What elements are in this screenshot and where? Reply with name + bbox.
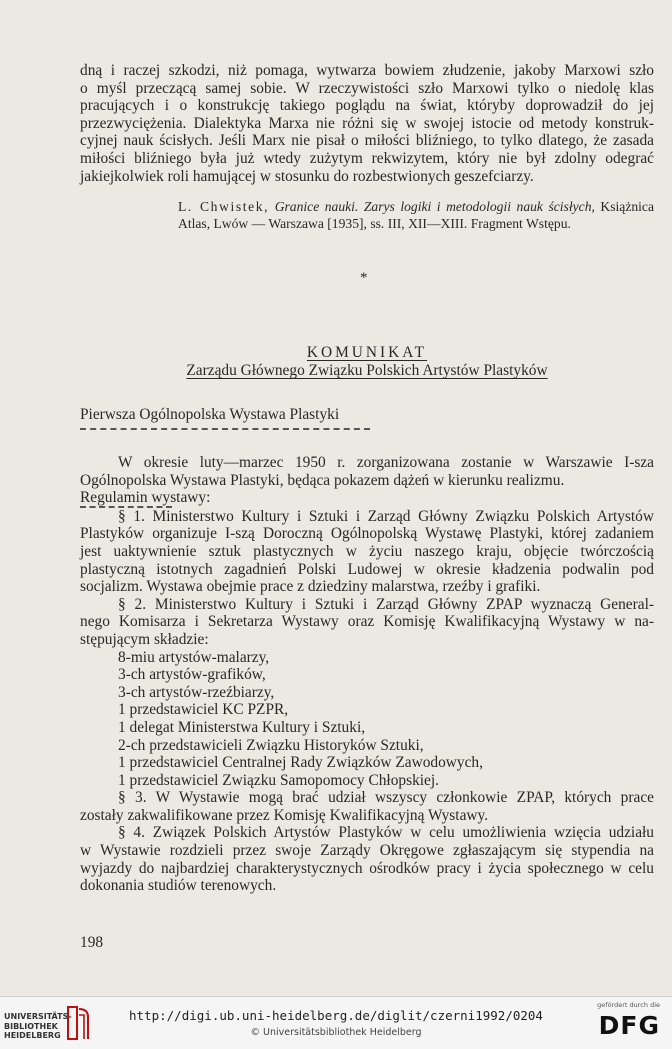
citation-author: L. Chwistek, bbox=[178, 199, 270, 214]
text-line: § 1. Ministerstwo Kultury i Sztuki i Zarząd Główny Związku Polskich Artystów bbox=[118, 507, 654, 525]
announcement-subheading bbox=[80, 362, 654, 380]
text-line: W okresie luty—marzec 1950 r. zorganizowana zostanie w Warszawie I-sza bbox=[118, 454, 654, 471]
announcement-heading bbox=[80, 344, 654, 362]
dashed-underline bbox=[80, 428, 370, 430]
text-line: dną i raczej szkodzi, niż pomaga, wytwarza bowiem złudzenie, jakoby Marxowi szło bbox=[80, 62, 654, 79]
text-line: pracujących i o konstrukcję takiego poglądu na świat, któryby doprowadził do jej bbox=[80, 97, 654, 115]
text-line: Plastyków organizuje I-szą Doroczną Ogólnopolską Wystawę Plastyki, której zadaniem bbox=[80, 525, 654, 543]
text-line: § 3. W Wystawie mogą brać udział wszyscy członkowie ZPAP, których prace bbox=[118, 789, 654, 807]
heading-text: KOMUNIKAT bbox=[306, 344, 428, 361]
committee-item: 2-ch przedstawicieli Związku Historyków Sztuki, bbox=[118, 736, 424, 754]
committee-item: 3-ch artystów-rzeźbiarzy, bbox=[118, 683, 275, 701]
footer-bar bbox=[0, 996, 672, 1049]
section-separator: * bbox=[360, 270, 368, 286]
text-line: o myśl przeczącą samej sobie. W rzeczywistości szło Marxowi tylko o niedolę klas bbox=[80, 79, 654, 97]
text-line: przezwyciężenia. Dialektyka Marxa nie różni się w swojej istocie od metody konstruk- bbox=[80, 114, 654, 132]
text-line: plastyczną istotnych zagadnień Polski Ludowej w okresie kładzenia podwalin pod bbox=[80, 560, 654, 578]
citation-publisher: Książnica bbox=[600, 199, 654, 214]
committee-item: 1 przedstawiciel Centralnej Rady Związków Zawodowych, bbox=[118, 754, 483, 772]
subheading-text: Zarządu Głównego Związku Polskich Artystów Plastyków bbox=[186, 362, 548, 379]
body-text bbox=[80, 454, 654, 895]
text-line: zostały zakwalifikowane przez Komisję Kwalifikacyjną Wystawy. bbox=[80, 806, 489, 824]
text-line: stępującym składzie: bbox=[80, 630, 209, 648]
citation-title: Granice nauki. Zarys logiki i metodologii nauk ścisłych, bbox=[274, 199, 595, 214]
regulamin-label: Regulamin wystawy: bbox=[80, 489, 211, 507]
text-line: wyjazdy do najbardziej charakterystycznych ośrodków pracy i życia społecznego w celu bbox=[80, 859, 654, 877]
copyright-notice: © Universitätsbibliothek Heidelberg bbox=[250, 1027, 422, 1038]
intro-paragraph bbox=[80, 62, 654, 185]
library-line: HEIDELBERG bbox=[4, 1031, 61, 1040]
committee-item: 1 przedstawiciel Związku Samopomocy Chłopskiej. bbox=[118, 771, 439, 789]
citation-line-2: Atlas, Lwów — Warszawa [1935], ss. III, XII—XIII. Fragment Wstępu. bbox=[178, 216, 571, 231]
committee-item: 1 delegat Ministerstwa Kultury i Sztuki, bbox=[118, 718, 366, 736]
dfg-logo[interactable]: DFG bbox=[598, 1011, 660, 1040]
committee-item: 8-miu artystów-malarzy, bbox=[118, 648, 270, 666]
text-line: miłości bliźniego była już wtedy zużytym rekwizytem, który nie był zdolny odegrać bbox=[80, 149, 654, 167]
section-title: Pierwsza Ogólnopolska Wystawa Plastyki bbox=[80, 406, 340, 423]
text-line: socjalizm. Wystawa obejmie prace z dziedziny malarstwa, rzeźby i grafiki. bbox=[80, 578, 541, 596]
committee-item: 1 przedstawiciel KC PZPR, bbox=[118, 701, 289, 719]
committee-item: 3-ch artystów-grafików, bbox=[118, 666, 266, 684]
funding-note: gefördert durch die bbox=[597, 1001, 660, 1009]
library-line: BIBLIOTHEK bbox=[4, 1021, 58, 1031]
text-line: w Wystawie rozdzieli przez swoje Zarządy Okręgowe zgłaszającym się stypendia na bbox=[80, 842, 654, 860]
text-line: nego Komisarza i Sekretarza Wystawy oraz Komisję Kwalifikacyjną Wystawy w na- bbox=[80, 613, 654, 631]
page-url-link[interactable]: http://digi.ub.uni-heidelberg.de/diglit/czerni1992/0204 bbox=[129, 1008, 543, 1023]
text-line: § 4. Związek Polskich Artystów Plastyków w celu umożliwienia wzięcia udziału bbox=[118, 824, 654, 842]
library-line: UNIVERSITÄTS- bbox=[4, 1012, 72, 1021]
text-line: jest uaktywnienie sztuk plastycznych w życiu naszego kraju, objęcie twórczością bbox=[80, 542, 654, 560]
citation bbox=[178, 198, 654, 232]
text-line: dokonania studiów terenowych. bbox=[80, 877, 277, 895]
text-line: § 2. Ministerstwo Kultury i Sztuki i Zarząd Główny ZPAP wyznaczą General- bbox=[118, 595, 654, 613]
text-line: cyjnej nauk ścisłych. Jeśli Marx nie pisał o miłości bliźniego, to tylko dlatego, że zasada bbox=[80, 132, 654, 150]
text-line: Ogólnopolska Wystawa Plastyki, będąca pokazem dążeń w kierunku realizmu. bbox=[80, 471, 565, 489]
text-line: jakiejkolwiek roli hamującej w stosunku do rozbestwionych geszefciarzy. bbox=[80, 167, 534, 185]
page-number: 198 bbox=[80, 934, 104, 951]
citation-line-1 bbox=[178, 198, 654, 215]
dashed-underline bbox=[80, 506, 172, 508]
